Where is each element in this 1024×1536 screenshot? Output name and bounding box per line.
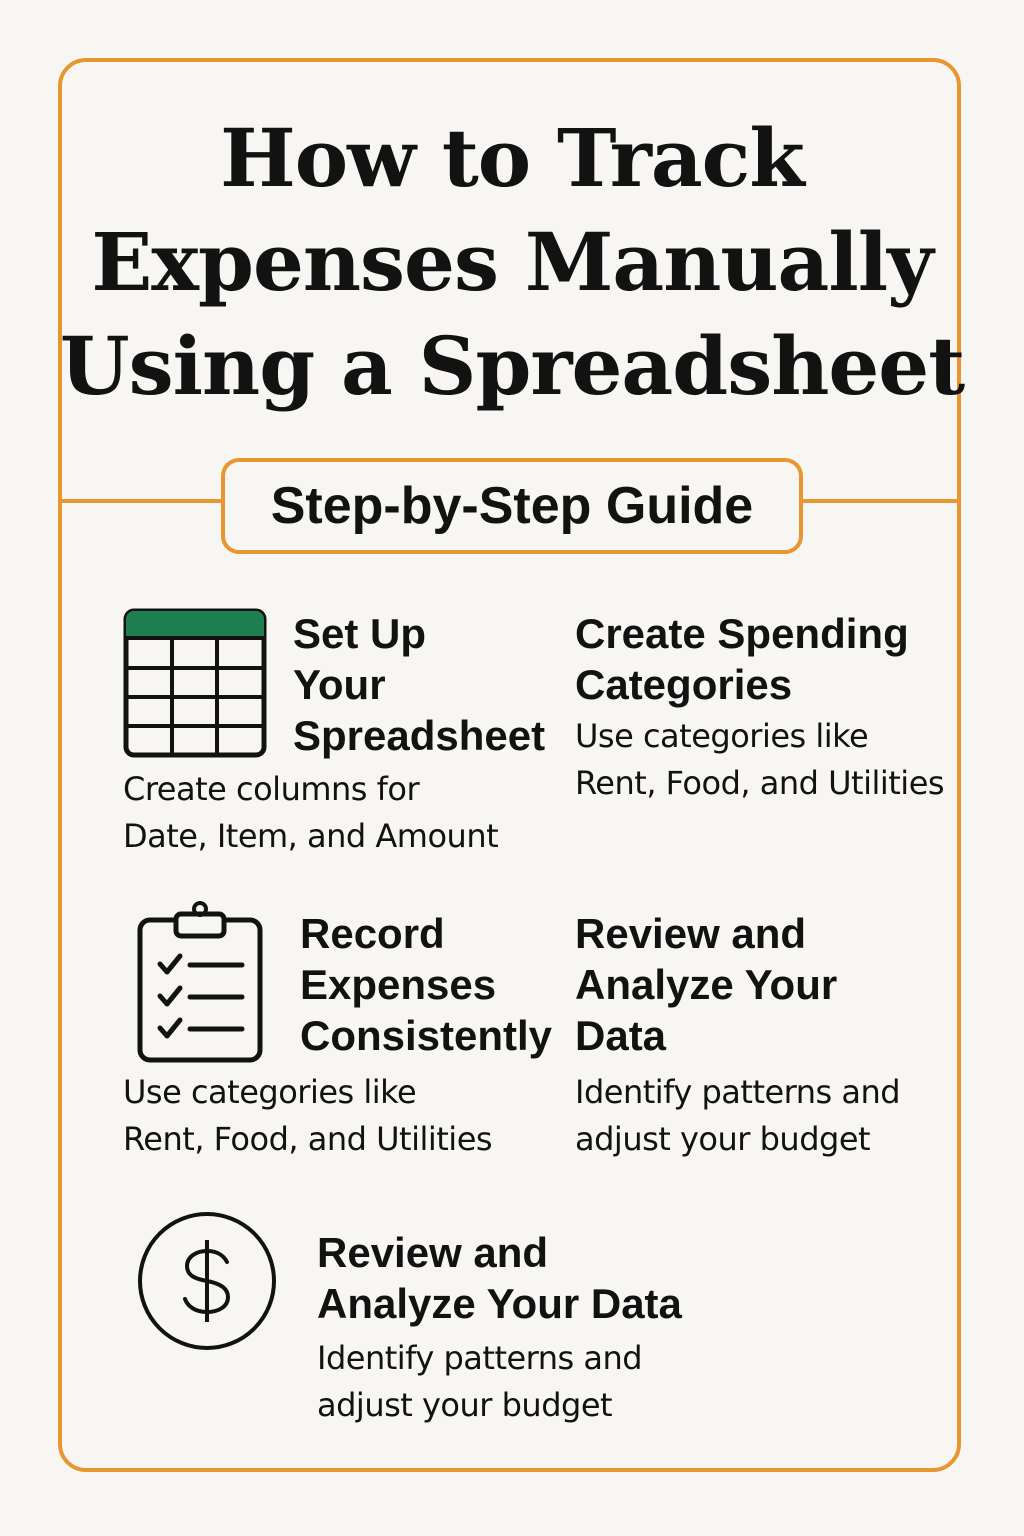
step-3-description-line: Use categories like	[123, 1073, 417, 1111]
step-3-heading	[300, 908, 552, 1061]
guide-badge: Step-by-Step Guide	[221, 458, 803, 554]
step-3-heading-line: Consistently	[300, 1012, 553, 1059]
step-4-heading-line: Data	[575, 1012, 667, 1059]
divider-left	[62, 499, 224, 503]
step-1-description-line: Create columns for	[123, 770, 420, 808]
step-3-heading-line: Expenses	[300, 961, 497, 1008]
step-3-description-line: Rent, Food, and Utilities	[123, 1120, 493, 1158]
step-2-heading-line: Create Spending	[575, 610, 909, 657]
dollar-circle-icon	[136, 1210, 278, 1352]
step-3-heading-line: Record	[300, 910, 445, 957]
step-5-heading-line: Analyze Your Data	[317, 1280, 682, 1327]
step-2-description-line: Rent, Food, and Utilities	[575, 764, 945, 802]
step-5-description-line: Identify patterns and	[317, 1339, 643, 1377]
step-5-heading	[317, 1227, 682, 1329]
step-1-heading	[293, 608, 545, 761]
step-4-description-line: adjust your budget	[575, 1120, 871, 1158]
step-2-description-line: Use categories like	[575, 717, 869, 755]
divider-right	[800, 499, 958, 503]
step-2-heading	[575, 608, 909, 710]
step-4-description	[575, 1069, 900, 1163]
step-5-heading-line: Review and	[317, 1229, 549, 1276]
spreadsheet-icon	[123, 608, 267, 758]
step-3-description	[123, 1069, 492, 1163]
clipboard-checklist-icon	[136, 900, 264, 1064]
step-2-heading-line: Categories	[575, 661, 793, 708]
step-1-description-line: Date, Item, and Amount	[123, 817, 499, 855]
title-line-3: Using a Spreadsheet	[59, 319, 965, 413]
step-5-description	[317, 1335, 642, 1429]
step-4-description-line: Identify patterns and	[575, 1073, 901, 1111]
step-4-heading	[575, 908, 837, 1061]
title-line-1: How to Track	[220, 111, 804, 205]
page-title	[0, 106, 1024, 418]
title-line-2: Expenses Manually	[91, 215, 933, 309]
step-5-description-line: adjust your budget	[317, 1386, 613, 1424]
step-1-heading-line: Set Up	[293, 610, 427, 657]
step-4-heading-line: Review and	[575, 910, 807, 957]
step-2-description	[575, 713, 944, 807]
step-1-heading-line: Spreadsheet	[293, 712, 546, 759]
step-1-description	[123, 766, 498, 860]
step-4-heading-line: Analyze Your	[575, 961, 838, 1008]
step-1-heading-line: Your	[293, 661, 386, 708]
